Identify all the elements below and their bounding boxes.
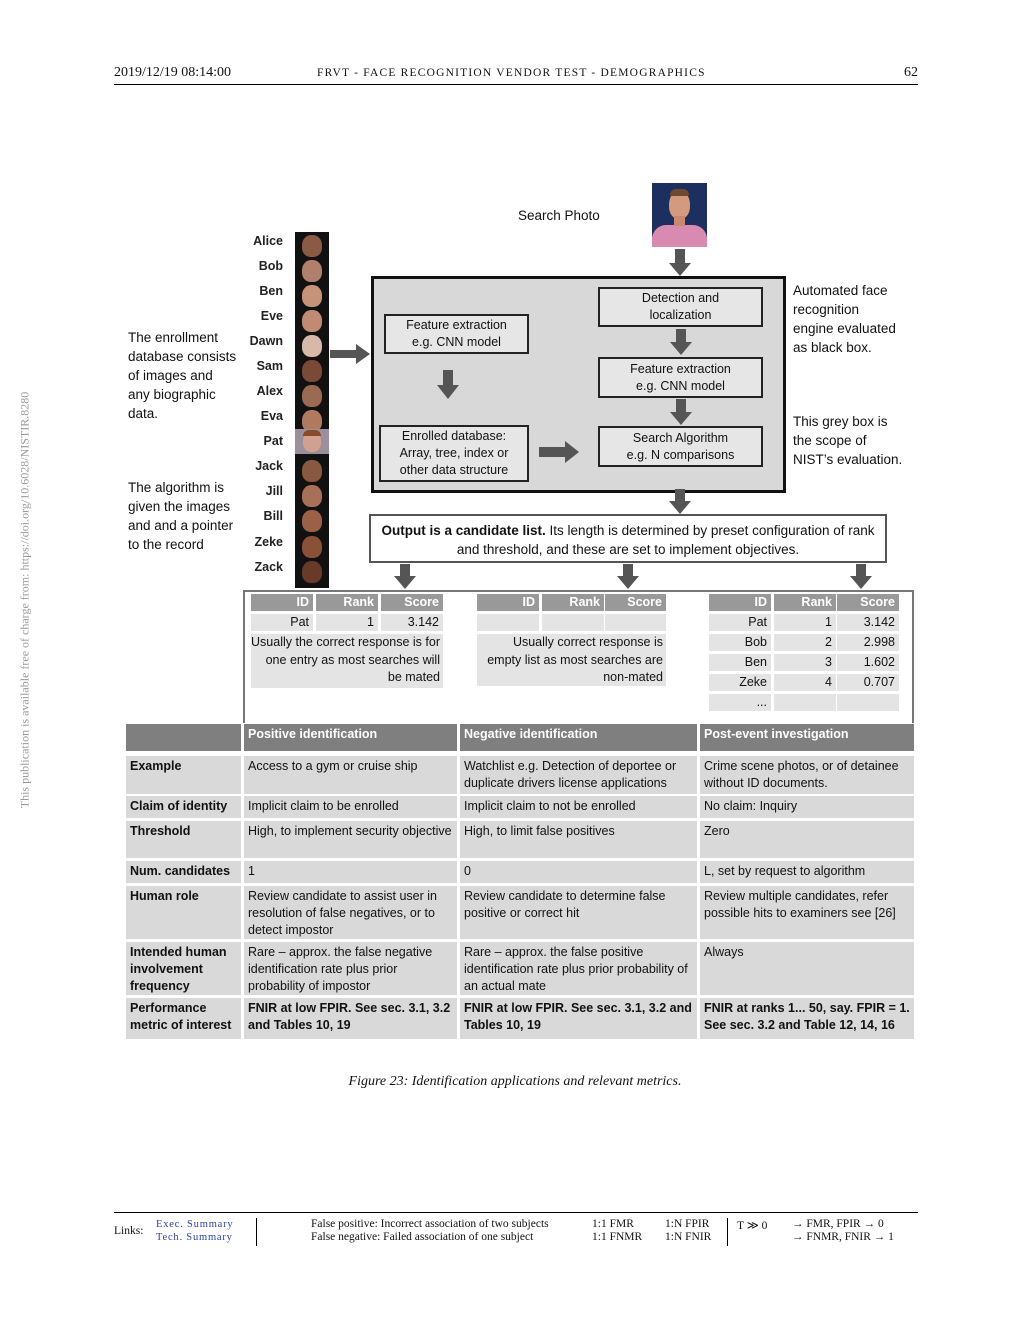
footer-divider <box>256 1218 257 1246</box>
table-cell: High, to limit false positives <box>460 821 697 858</box>
face-thumbnail <box>302 510 322 532</box>
cell-id: Pat <box>709 614 771 631</box>
face-thumbnail <box>302 335 322 357</box>
fpir-label: 1:N FPIR <box>665 1218 710 1230</box>
cell-score: 0.707 <box>837 674 899 691</box>
row-label-example: Example <box>126 756 241 794</box>
feature-extraction-box-right <box>598 357 763 398</box>
false-negative-definition: False negative: Failed association of one subject <box>311 1231 534 1243</box>
table-header: Negative identification <box>460 724 697 751</box>
cell-rank <box>774 694 836 711</box>
detection-box <box>598 287 763 327</box>
sidebar <box>13 350 37 850</box>
col-header-score: Score <box>605 594 666 611</box>
arrow-right-icon <box>330 343 372 365</box>
table-cell: 0 <box>460 861 697 883</box>
row-label-human-role: Human role <box>126 886 241 939</box>
gallery-name: Jill <box>265 484 283 498</box>
list-note: Usually the correct response is for one entry as most searches will be mated <box>251 634 443 688</box>
cell-id: ... <box>709 694 771 711</box>
table-cell: Review candidate to assist user in resolution of false negatives, or to detect impostor <box>244 886 457 939</box>
feature-extraction-left-text: Feature extraction e.g. CNN model <box>406 318 507 349</box>
table-header-blank <box>126 724 241 751</box>
cell-score <box>837 694 899 711</box>
feature-extraction-right-text: Feature extraction e.g. CNN model <box>630 361 731 393</box>
gallery-name: Bill <box>263 509 283 523</box>
gallery-name: Eve <box>260 309 283 323</box>
cell-score: 1.602 <box>837 654 899 671</box>
table-cell: Review candidate to determine false positive or correct hit <box>460 886 697 939</box>
fnir-label: 1:N FNIR <box>665 1231 712 1243</box>
fnmr-label: 1:1 FNMR <box>592 1231 643 1243</box>
search-algorithm-text: Search Algorithm e.g. N comparisons <box>626 430 735 462</box>
algorithm-description: The algorithm is given the images and and a pointer to the record <box>128 480 234 552</box>
footer-divider <box>727 1218 728 1246</box>
output-rest-text: Its length is determined by preset configuration of rank and threshold, and these are set to implement objectives. <box>456 523 875 557</box>
cell-rank: 1 <box>316 614 378 631</box>
table-cell: Watchlist e.g. Detection of deportee or duplicate drivers license applications <box>460 756 697 794</box>
cell-id: Ben <box>709 654 771 671</box>
row-label-claim: Claim of identity <box>126 796 241 818</box>
gallery-name: Zeke <box>254 535 283 549</box>
black-box-description: Automated face recognition engine evaluated as black box. <box>793 283 896 355</box>
arrow-down-icon <box>616 564 640 590</box>
face-thumbnail <box>302 310 322 332</box>
sidebar-doi-text: This publication is available free of charge from: https://doi.org/10.6028/NISTIR.8280 <box>17 391 32 809</box>
col-header-rank: Rank <box>774 594 836 611</box>
cell-empty <box>542 614 604 631</box>
gallery-name: Sam <box>256 359 283 373</box>
cell-id: Pat <box>251 614 313 631</box>
face-thumbnail <box>302 260 322 282</box>
cell-score: 3.142 <box>381 614 443 631</box>
row-label-threshold: Threshold <box>126 821 241 858</box>
scope-description: This grey box is the scope of NIST’s evaluation. <box>793 414 903 467</box>
arrow-down-icon <box>849 564 873 590</box>
gallery-name: Zack <box>254 560 283 574</box>
footer-rule <box>114 1212 918 1213</box>
table-cell: Review multiple candidates, refer possible hits to examiners see [26] <box>700 886 914 939</box>
row-label-num-candidates: Num. candidates <box>126 861 241 883</box>
recognition-engine-box <box>371 276 786 493</box>
cell-id: Bob <box>709 634 771 651</box>
gallery-name: Alex <box>256 384 283 398</box>
header-title: FRVT - FACE RECOGNITION VENDOR TEST - DEMOGRAPHICS <box>317 67 706 79</box>
col-header-rank: Rank <box>542 594 604 611</box>
row-label-performance: Performance metric of interest <box>126 998 241 1039</box>
table-cell: FNIR at low FPIR. See sec. 3.1, 3.2 and Tables 10, 19 <box>244 998 457 1039</box>
list-note: Usually correct response is empty list as most searches are non-mated <box>477 634 666 686</box>
enrollment-description: The enrollment database consists of images and any biographic data. <box>128 330 237 421</box>
face-thumbnail <box>302 485 322 507</box>
col-header-rank: Rank <box>316 594 378 611</box>
search-photo <box>652 183 707 247</box>
face-thumbnail <box>302 460 322 482</box>
cell-rank: 2 <box>774 634 836 651</box>
threshold-label: T ≫ 0 <box>737 1220 768 1232</box>
cell-rank: 3 <box>774 654 836 671</box>
gallery-name: Dawn <box>249 334 283 348</box>
highlighted-face-pat <box>295 429 329 454</box>
enrolled-database-text: Enrolled database: Array, tree, index or other data structure <box>399 429 509 477</box>
tech-summary-link[interactable]: Tech. Summary <box>156 1232 233 1243</box>
table-cell: Implicit claim to not be enrolled <box>460 796 697 818</box>
table-cell: FNIR at low FPIR. See sec. 3.1, 3.2 and Tables 10, 19 <box>460 998 697 1039</box>
table-cell: High, to implement security objective <box>244 821 457 858</box>
col-header-id: ID <box>709 594 771 611</box>
table-cell: Zero <box>700 821 914 858</box>
face-thumbnail <box>302 285 322 307</box>
gallery-faces-strip <box>295 232 329 588</box>
cell-empty <box>477 614 539 631</box>
fmr-fpir-limit: → FMR, FPIR → 0 <box>792 1218 884 1230</box>
gallery-name: Alice <box>253 234 283 248</box>
enrolled-database-box <box>379 425 529 482</box>
exec-summary-link[interactable]: Exec. Summary <box>156 1219 234 1230</box>
false-positive-definition: False positive: Incorrect association of two subjects <box>311 1218 549 1230</box>
arrow-down-icon <box>393 564 417 590</box>
face-thumbnail <box>302 235 322 257</box>
table-cell: Implicit claim to be enrolled <box>244 796 457 818</box>
table-cell: L, set by request to algorithm <box>700 861 914 883</box>
table-cell: 1 <box>244 861 457 883</box>
face-thumbnail <box>302 536 322 558</box>
cell-id: Zeke <box>709 674 771 691</box>
gallery-name: Eva <box>260 409 283 423</box>
table-cell: Rare – approx. the false negative identification rate plus prior probability of impostor <box>244 942 457 995</box>
table-cell: Crime scene photos, or of detainee without ID documents. <box>700 756 914 794</box>
table-header: Post-event investigation <box>700 724 914 751</box>
table-cell: Always <box>700 942 914 995</box>
cell-rank: 4 <box>774 674 836 691</box>
search-photo-label: Search Photo <box>518 208 600 223</box>
col-header-score: Score <box>381 594 443 611</box>
gallery-name: Jack <box>255 459 283 473</box>
col-header-id: ID <box>477 594 539 611</box>
arrow-down-icon <box>436 370 460 400</box>
fmr-label: 1:1 FMR <box>592 1218 634 1230</box>
arrow-down-icon <box>669 329 693 356</box>
face-thumbnail <box>302 385 322 407</box>
gallery-name: Bob <box>258 259 283 273</box>
table-cell: FNIR at ranks 1... 50, say. FPIR = 1. See sec. 3.2 and Table 12, 14, 16 <box>700 998 914 1039</box>
cell-score: 2.998 <box>837 634 899 651</box>
row-label-involvement: Intended human involvement frequency <box>126 942 241 995</box>
gallery-name: Ben <box>259 284 283 298</box>
col-header-id: ID <box>251 594 313 611</box>
arrow-right-icon <box>539 440 581 464</box>
gallery-name: Pat <box>263 434 283 448</box>
table-cell: No claim: Inquiry <box>700 796 914 818</box>
output-description-box <box>369 514 887 563</box>
feature-extraction-box-left <box>384 314 529 354</box>
output-bold-text: Output is a candidate list. <box>381 523 546 538</box>
arrow-down-icon <box>668 249 692 277</box>
header-rule <box>114 84 918 85</box>
table-cell: Rare – approx. the false positive identification rate plus prior probability of an actual mate <box>460 942 697 995</box>
cell-rank: 1 <box>774 614 836 631</box>
cell-score: 3.142 <box>837 614 899 631</box>
col-header-score: Score <box>837 594 899 611</box>
arrow-down-icon <box>669 399 693 426</box>
table-cell: Access to a gym or cruise ship <box>244 756 457 794</box>
figure-caption: Figure 23: Identification applications and relevant metrics. <box>348 1074 682 1089</box>
header-date: 2019/12/19 08:14:00 <box>114 65 232 80</box>
face-thumbnail <box>302 360 322 382</box>
arrow-down-icon <box>668 489 692 515</box>
detection-text: Detection and localization <box>641 291 720 322</box>
page-number: 62 <box>904 65 918 80</box>
search-algorithm-box <box>598 426 763 467</box>
fnmr-fnir-limit: → FNMR, FNIR → 1 <box>792 1231 894 1243</box>
links-label: Links: <box>114 1225 144 1237</box>
face-thumbnail <box>302 561 322 583</box>
cell-empty <box>605 614 666 631</box>
table-header: Positive identification <box>244 724 457 751</box>
